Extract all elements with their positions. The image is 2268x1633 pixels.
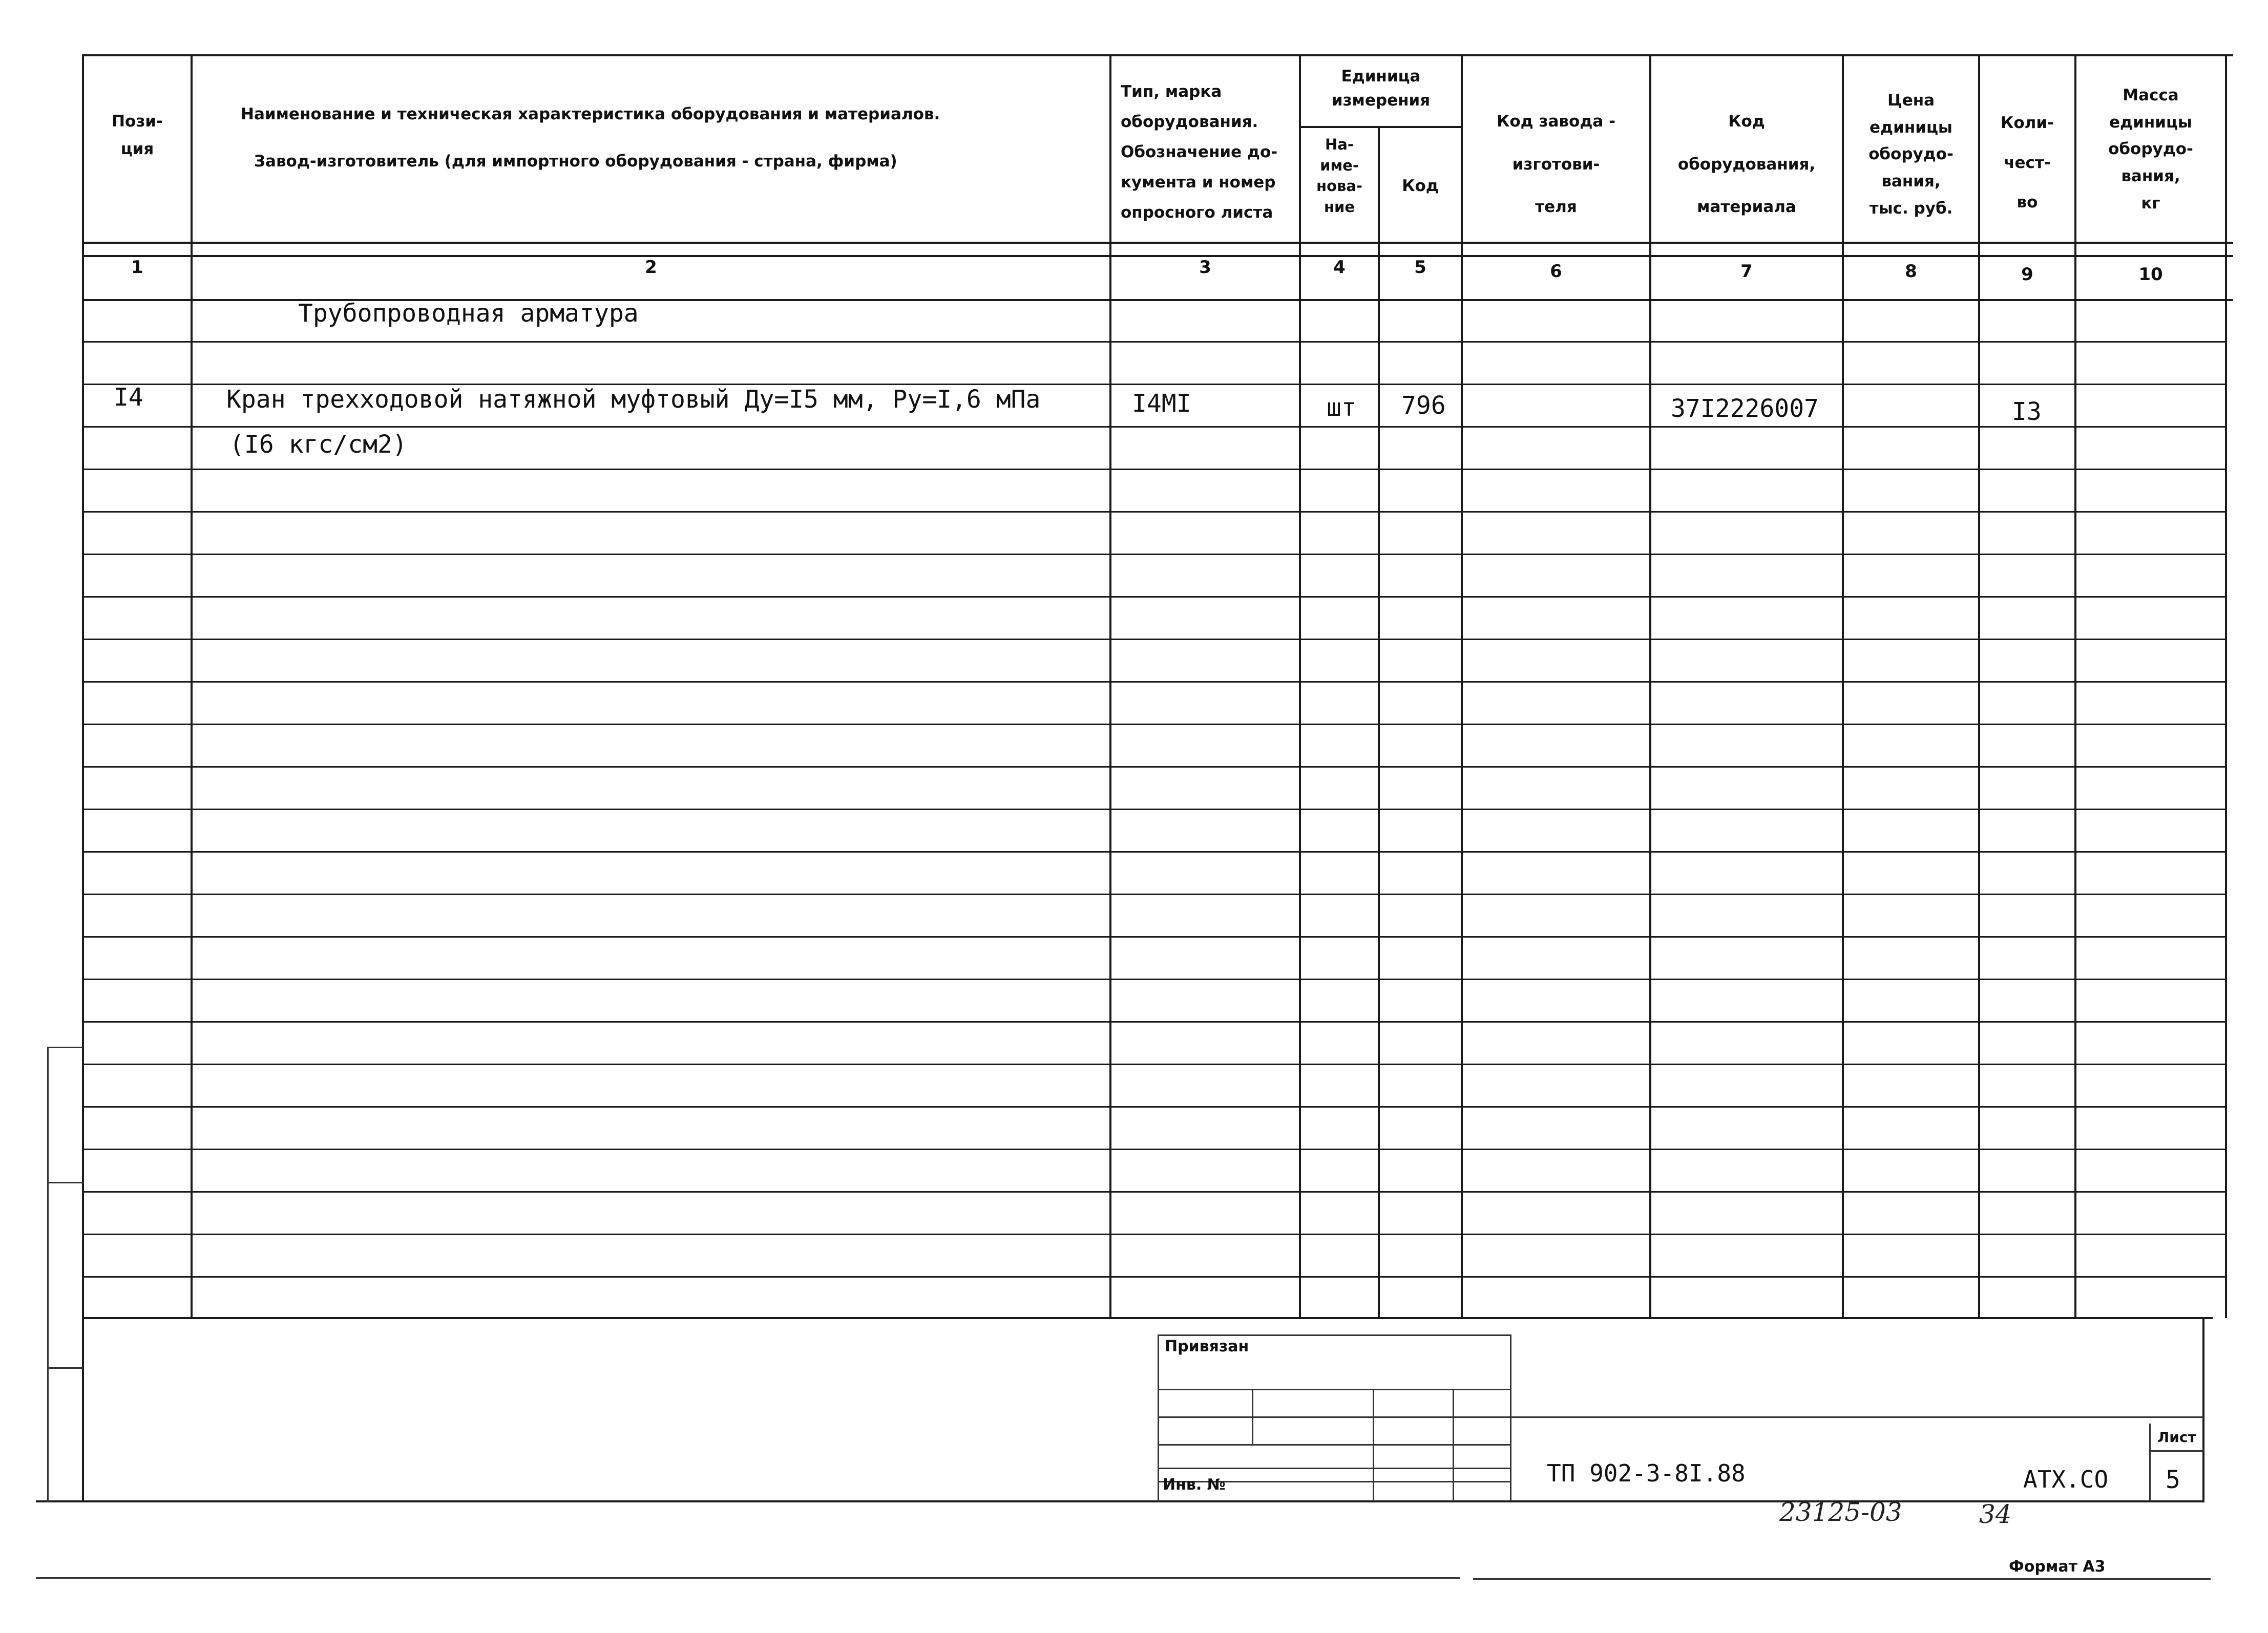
section-title: Трубопроводная арматура — [298, 299, 639, 328]
header-position: Пози- ция — [112, 112, 163, 159]
colnum-8: 8 — [1905, 261, 1917, 282]
header-unit-group: Единица измерения — [1331, 67, 1431, 110]
handwritten-page-number: 34 — [1979, 1499, 2012, 1529]
table-row-line — [82, 1149, 2226, 1150]
table-row-line — [82, 766, 2226, 768]
table-row-line — [82, 1234, 2226, 1235]
header-unit-code: Код — [1402, 177, 1439, 195]
table-row-line — [82, 1064, 2226, 1065]
colnum-2: 2 — [645, 257, 657, 278]
stamp-sheet-code: АТХ.СО — [2023, 1466, 2109, 1493]
header-quantity: Коли- чест- во — [2001, 114, 2054, 211]
header-mass: Масса единицы оборудо- вания, кг — [2108, 86, 2193, 213]
colnum-3: 3 — [1199, 257, 1211, 278]
table-row-line — [82, 554, 2226, 555]
item-quantity: I3 — [2012, 397, 2042, 426]
table-row-line — [82, 1276, 2226, 1278]
table-row-line — [82, 511, 2226, 513]
colnum-5: 5 — [1414, 257, 1426, 278]
item-equipment-code: 37I2226007 — [1671, 394, 1819, 423]
table-row-line — [82, 1106, 2226, 1108]
stamp-inv-no: Инв. № — [1163, 1476, 1226, 1494]
header-name-line2: Завод-изготовитель (для импортного оборудования - страна, фирма) — [254, 152, 897, 171]
header-unit-name: На- име- нова- ние — [1316, 136, 1362, 216]
table-row-line — [82, 426, 2226, 428]
bottom-line-right — [1473, 1578, 2211, 1580]
table-row-line — [82, 639, 2226, 640]
stamp-sheet-label: Лист — [2157, 1429, 2196, 1446]
header-type: Тип, марка оборудования. Обозначение до- кумента и номер опросного листа — [1121, 82, 1278, 222]
table-row-line — [82, 1191, 2226, 1193]
colnum-9: 9 — [2021, 264, 2033, 285]
item-name-line2: (I6 кгс/см2) — [229, 430, 407, 459]
item-type: I4MI — [1132, 389, 1191, 418]
colnum-6: 6 — [1550, 261, 1562, 282]
bottom-line-left — [36, 1577, 1460, 1579]
stamp-doc-code: ТП 902-3-8I.88 — [1547, 1459, 1746, 1487]
table-row-line — [82, 596, 2226, 598]
item-unit-name: шт — [1327, 393, 1356, 422]
table-row-line — [82, 851, 2226, 853]
table-row-line — [82, 809, 2226, 810]
table-row-line — [82, 979, 2226, 980]
table-row-line — [82, 1021, 2226, 1023]
colnum-1: 1 — [131, 257, 143, 278]
item-name-line1: Кран трехходовой натяжной муфтовый Ду=I5 мм, Ру=I,6 мПа — [226, 385, 1041, 414]
colnum-10: 10 — [2138, 264, 2163, 285]
item-position: I4 — [114, 383, 143, 412]
header-name-line1: Наименование и техническая характеристика оборудования и материалов. — [241, 105, 940, 123]
header-price: Цена единицы оборудо- вания, тыс. руб. — [1868, 91, 1954, 218]
stamp-sheet-number: 5 — [2166, 1466, 2180, 1494]
table-row-line — [82, 681, 2226, 683]
format-label: Формат А3 — [2009, 1558, 2106, 1576]
handwritten-reg-number: 23125-03 — [1779, 1497, 1902, 1527]
item-unit-code: 796 — [1401, 391, 1446, 420]
table-row-line — [82, 469, 2226, 470]
table-row-line — [82, 341, 2226, 343]
stamp-privyazan: Привязан — [1165, 1338, 1249, 1355]
table-row-line — [82, 894, 2226, 895]
table-row-line — [82, 724, 2226, 725]
colnum-4: 4 — [1333, 257, 1346, 278]
table-row-line — [82, 936, 2226, 938]
header-factory-code: Код завода - изготови- теля — [1497, 112, 1615, 217]
header-equipment-code: Код оборудования, материала — [1677, 112, 1816, 217]
colnum-7: 7 — [1740, 261, 1753, 282]
